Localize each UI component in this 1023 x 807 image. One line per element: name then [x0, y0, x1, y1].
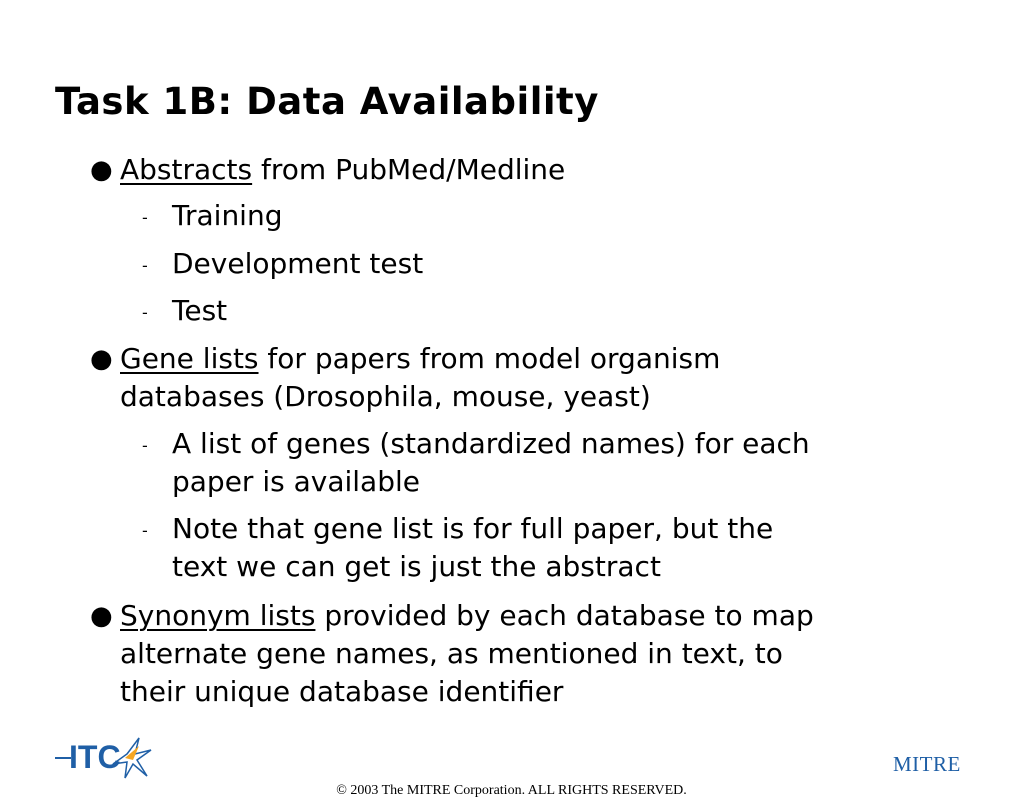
slide-title: Task 1B: Data Availability: [55, 80, 599, 123]
gene-lists-link[interactable]: Gene lists: [120, 342, 259, 375]
bullet-text: their unique database identifier: [120, 675, 564, 708]
bullet-synonym-lists: [90, 597, 980, 711]
sub-item-gene-list: [142, 425, 972, 501]
dash-icon: -: [142, 303, 148, 322]
sub-item-text: Test: [172, 294, 228, 327]
sub-item-text: Training: [172, 199, 283, 232]
sub-item-text: text we can get is just the abstract: [172, 550, 661, 583]
itc-logo-icon: [55, 732, 155, 782]
bullet-gene-lists: [90, 340, 980, 416]
sub-item-text: A list of genes (standardized names) for each: [172, 427, 810, 460]
sub-item-text: Note that gene list is for full paper, but the: [172, 512, 774, 545]
bullet-text: databases (Drosophila, mouse, yeast): [120, 380, 651, 413]
sub-item-full-paper-note: [142, 510, 972, 586]
copyright-notice: © 2003 The MITRE Corporation. ALL RIGHTS RESERVED.: [336, 783, 687, 798]
itc-logo: [55, 732, 155, 786]
bullet-text: provided by each database to map: [315, 599, 814, 632]
itc-logo-text: ITC: [69, 739, 121, 775]
synonym-lists-link[interactable]: Synonym lists: [120, 599, 316, 632]
bullet-text: for papers from model organism: [258, 342, 721, 375]
sub-item-text: Development test: [172, 247, 424, 280]
dash-icon: -: [142, 256, 148, 275]
mitre-logo: MITRE: [893, 752, 961, 776]
bullet-text: from PubMed/Medline: [252, 153, 566, 186]
sub-item-test: [142, 292, 972, 330]
dash-icon: -: [142, 521, 148, 540]
dash-icon: -: [142, 436, 148, 455]
bullet-dot-icon: ●: [90, 601, 113, 631]
bullet-abstracts: [90, 151, 980, 189]
abstracts-link[interactable]: Abstracts: [120, 153, 253, 186]
sub-item-text: paper is available: [172, 465, 420, 498]
bullet-dot-icon: ●: [90, 155, 113, 185]
sub-item-development-test: [142, 245, 972, 283]
bullet-text: alternate gene names, as mentioned in text, to: [120, 637, 783, 670]
bullet-dot-icon: ●: [90, 344, 113, 374]
sub-item-training: [142, 197, 972, 235]
dash-icon: -: [142, 208, 148, 227]
